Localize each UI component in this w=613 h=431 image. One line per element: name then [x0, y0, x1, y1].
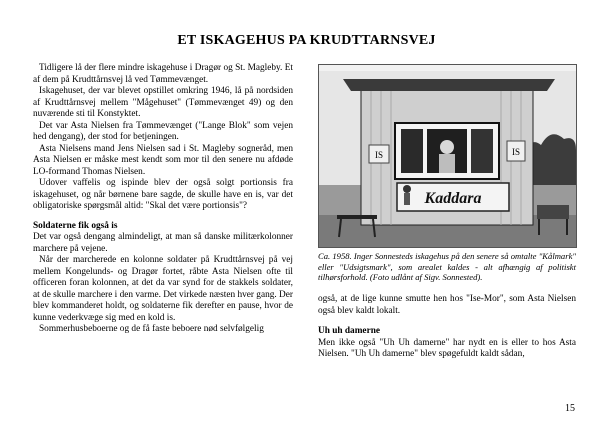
photo-caption: Ca. 1958. Inger Sonnesteds iskagehus på den senere så omtalte "Kålmark" eller "Udsigtsmark", som arealet kaldes - alt afhængig af politiskt tilhørsforhold. (Foto udlånt af Sigv. Sonnested). — [318, 251, 576, 283]
section-heading: Uh uh damerne — [318, 326, 380, 336]
paragraph: Tidligere lå der flere mindre iskagehuse i Dragør og St. Magleby. Et af dem på Krudttårnsvej lå ved Tømmevænget. — [33, 63, 293, 85]
is-poster-left: IS — [374, 150, 384, 160]
page-number: 15 — [565, 403, 575, 414]
paragraph: Asta Nielsens mand Jens Nielsen sad i St. Magleby sogneråd, men Asta Nielsen er måske mest kendt som mor til den senere nu afdøde LO-formand Thomas Nielsen. — [33, 143, 293, 177]
kiosk-photo — [318, 64, 577, 248]
paragraph: Sommerhusbeboerne og de få faste beboere nød selvfølgelig — [39, 324, 264, 334]
paragraph: også, at de lige kunne smutte hen hos "Ise-Mor", som Asta Nielsen også blev kaldt lokalt. — [318, 294, 576, 316]
right-column — [318, 294, 576, 361]
paragraph: Iskagehuset, der var blevet opstillet omkring 1946, lå på nordsiden af Krudttårnsvej mellem "Mågehuset" (Tømmevænget 49) og den nuværende sti til Konstyktet. — [33, 86, 293, 119]
page-title: ET ISKAGEHUS PA KRUDTTARNSVEJ — [177, 33, 436, 48]
paragraph: Men ikke også "Uh Uh damerne" har nydt en is eller to hos Asta Nielsen. "Uh Uh damerne" blev spøgefuldt kaldt sådan, — [318, 337, 576, 359]
paragraph: Det var også dengang almindeligt, at man så danske militærkolonner marchere på vejene. — [33, 232, 293, 254]
left-column — [33, 63, 293, 336]
kiosk-sign: Kaddara — [424, 190, 482, 207]
paragraph: Det var Asta Nielsen fra Tømmevænget ("Lange Blok" som vejen hed dengang), der stod for betjeningen. — [33, 120, 293, 142]
paragraph: Udover vaffelis og ispinde blev der også solgt portionsis fra iskagehuset, og når børnene bare sagde, de skulle have en is, var det obligatoriske spørgsmål altid: "Skal det være portionsis"? — [33, 178, 293, 211]
section-heading: Soldaterne fik også is — [33, 220, 118, 231]
is-poster-right: IS — [511, 147, 521, 157]
kiosk-illustration — [319, 65, 576, 247]
paragraph: Når der marcherede en kolonne soldater på Krudttårnsvej på vej mellem Kongelunds- og Dragør fortet, råbte Asta Nielsen ofte til officeren foran kolonnen, at det da var synd for de stakkels soldater, at de skulle marchere i den varme. Det virkede næsten hver gang. Der blev kommanderet holdt, og soldaterne fik derefter en pause, hvor de kunne vederkvæge sig med en kold is. — [33, 255, 293, 323]
